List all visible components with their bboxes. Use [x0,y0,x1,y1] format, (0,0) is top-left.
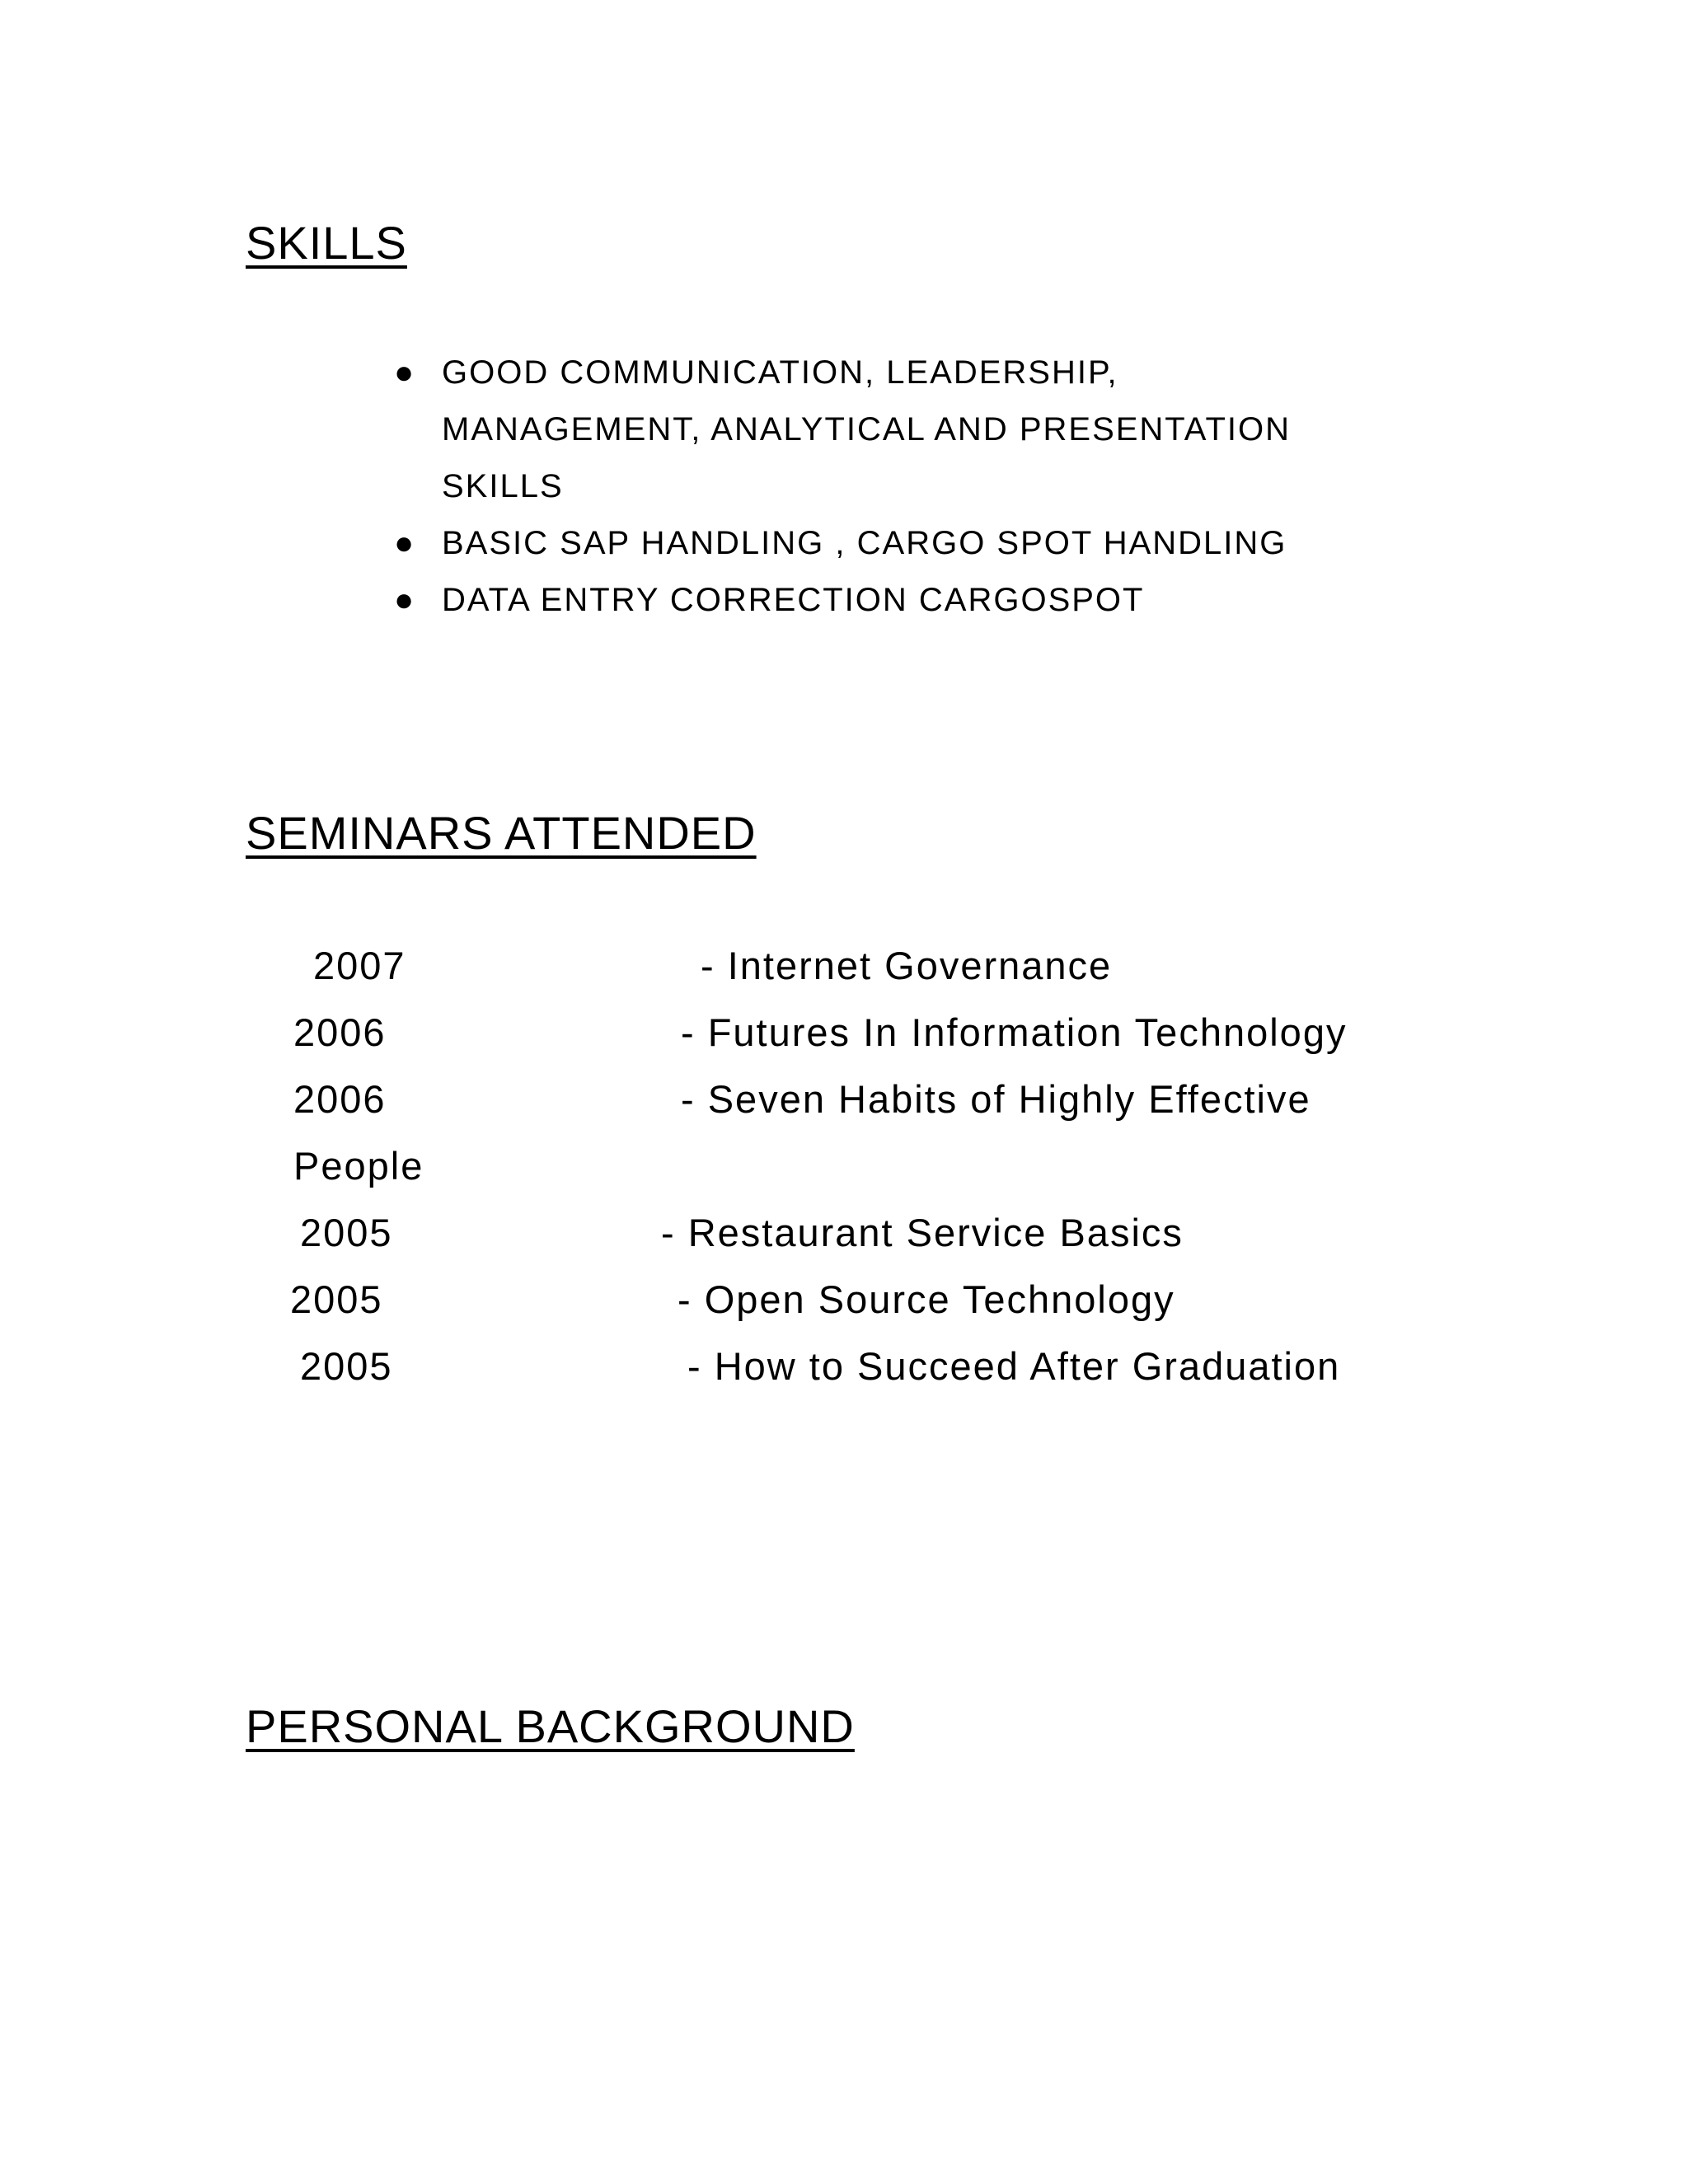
skill-text: GOOD COMMUNICATION, LEADERSHIP, MANAGEMENT, ANALYTICAL AND PRESENTATION SKILLS [442,354,1292,504]
skills-list [0,344,1688,629]
seminar-title: - How to Succeed After Graduation [687,1344,1341,1388]
seminar-title: - Open Source Technology [678,1277,1175,1321]
seminar-year: 2007 [313,944,406,987]
personal-background-heading: PERSONAL BACKGROUND [246,1700,855,1752]
skill-item [0,572,1373,629]
seminar-year: 2005 [290,1277,383,1321]
bullet-icon: ● [394,582,416,618]
skill-item [0,515,1373,572]
bullet-icon: ● [394,354,416,391]
skill-item [0,344,1373,515]
seminar-year: 2005 [300,1211,393,1254]
skill-text: BASIC SAP HANDLING , CARGO SPOT HANDLING [442,525,1287,561]
seminar-year: 2006 [293,1077,387,1121]
seminar-title: - Seven Habits of Highly Effective [681,1077,1311,1121]
seminar-title: - Internet Governance [701,944,1113,987]
bullet-icon: ● [394,525,416,561]
seminar-year: People [293,1144,424,1188]
seminar-year: 2005 [300,1344,393,1388]
skill-text: DATA ENTRY CORRECTION CARGOSPOT [442,582,1145,618]
seminar-year: 2006 [293,1010,387,1054]
seminar-title: - Futures In Information Technology [681,1010,1348,1054]
seminar-title: - Restaurant Service Basics [661,1211,1184,1254]
seminars-heading: SEMINARS ATTENDED [246,807,757,859]
skills-heading: SKILLS [246,217,407,269]
